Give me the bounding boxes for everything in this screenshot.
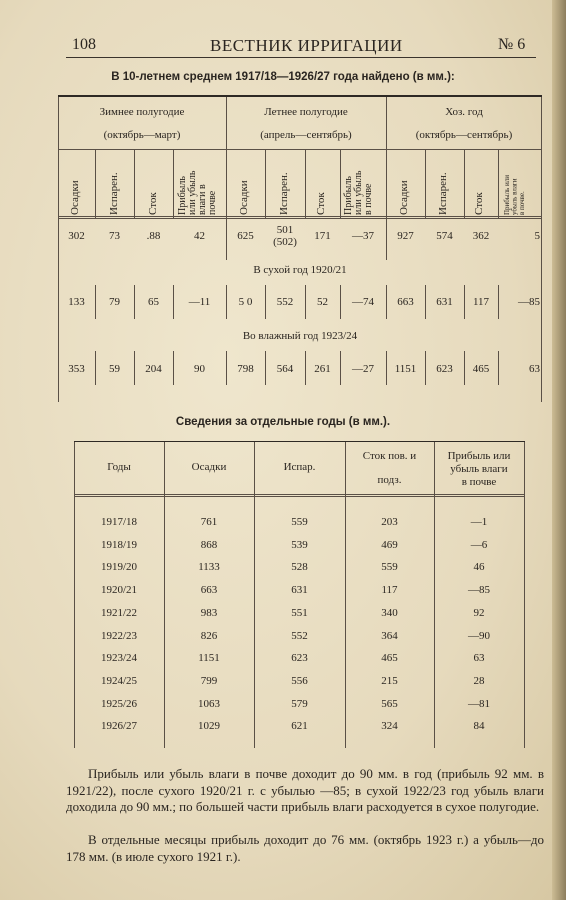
table2-cell: —1 xyxy=(470,516,488,528)
paragraph-1: Прибыль или убыль влаги в почве доходит до 90 мм. в год (прибыль 92 мм. в 1921/22), после сухого 1920/21 г. с убылью —85; в сухой 1922/23 год убыль влаги доходила до 90 мм.; по большей части прибыль влаги расходуется в сухое полугодие. xyxy=(66,766,544,814)
table1-cell: 133 xyxy=(68,296,85,308)
table1-cell: 73 xyxy=(109,230,120,242)
table1-cell: 625 xyxy=(237,230,254,242)
col-header-runoff: Сток xyxy=(473,192,485,215)
yearly-data-table xyxy=(74,441,525,748)
table2-cell: —6 xyxy=(470,538,488,551)
col-header-runoff: Сток xyxy=(147,192,159,215)
table2-cell: 539 xyxy=(291,538,308,551)
table1-cell: 623 xyxy=(436,363,453,375)
col-header-runoff: Сток пов. и подз. xyxy=(362,450,417,486)
table1-cell: 5 0 xyxy=(238,296,253,308)
table2-cell: 551 xyxy=(291,606,308,619)
table2-cell: 117 xyxy=(381,584,398,597)
table1-cell: 42 xyxy=(194,230,205,242)
table1-cell: 1151 xyxy=(394,363,417,375)
table2-cell: 826 xyxy=(200,629,218,642)
section-label-wet-year: Во влажный год 1923/24 xyxy=(242,330,358,342)
table1-cell: 465 xyxy=(472,363,490,375)
page-spine-shadow xyxy=(552,0,566,900)
table1-cell: 353 xyxy=(68,363,85,375)
table2-cell: 565 xyxy=(381,697,398,710)
col-header-gain-loss: Прибыль или убыль влаги в почве. xyxy=(503,175,526,215)
table2-cell: 1920/21 xyxy=(100,584,138,597)
table1-cell: 65 xyxy=(148,296,159,308)
table1-hline xyxy=(58,149,542,150)
group-header-summer: Летнее полугодие (апрель—сентябрь) xyxy=(260,106,352,141)
table2-cell: 556 xyxy=(291,674,308,687)
table1-hline xyxy=(58,216,542,219)
table1-cell: 52 xyxy=(317,296,328,308)
table1-cell: 5 xyxy=(534,230,540,242)
col-header-evap: Испар. xyxy=(283,461,316,473)
table2-cell: 203 xyxy=(381,516,398,528)
table1-cell: 927 xyxy=(397,230,414,242)
table2-cell: 1029 xyxy=(198,720,220,733)
col-header-years: Годы xyxy=(107,461,131,473)
table2-cell: 1919/20 xyxy=(100,561,138,574)
table2-cell: 579 xyxy=(291,697,308,710)
table1-cell: 171 xyxy=(314,230,331,242)
col-header-gain-loss: Прибыль или убыль в почве xyxy=(343,170,374,215)
table1-cell: 261 xyxy=(314,363,331,375)
table2-cell: —85 xyxy=(468,584,490,597)
table1-cell: 631 xyxy=(436,296,453,308)
section-label-dry-year: В сухой год 1920/21 xyxy=(253,264,347,276)
table1-cell: 362 xyxy=(472,230,490,242)
table2-cell: 1923/24 xyxy=(100,652,138,665)
col-header-gain-loss: Прибыль или убыль влаги в почве xyxy=(177,170,218,215)
col-header-runoff: Сток xyxy=(315,192,327,215)
table2-cell: 1924/25 xyxy=(100,674,138,687)
table2-cell: 1063 xyxy=(198,697,220,710)
table2-cell: 1922/23 xyxy=(100,629,138,642)
table1-cell: 59 xyxy=(109,363,120,375)
table2-cell: 621 xyxy=(291,720,308,733)
col-header-precip: Осадки xyxy=(238,180,250,215)
table2-cell: 623 xyxy=(291,652,308,665)
table2-cell: 528 xyxy=(291,561,308,574)
table1-cell: —37 xyxy=(352,230,374,242)
table1-cell: —11 xyxy=(188,296,211,308)
col-header-gain-loss: Прибыль или убыль влаги в почве xyxy=(447,450,511,488)
col-header-precip: Осадки xyxy=(191,461,227,473)
table2-cell: 46 xyxy=(473,561,485,574)
table1-cell: 663 xyxy=(397,296,414,308)
table2-cell: 663 xyxy=(200,584,218,597)
table1-cell: 302 xyxy=(68,230,85,242)
table2-cell: 1151 xyxy=(198,652,220,665)
table2-cell: 552 xyxy=(291,629,308,642)
table2-cell: 868 xyxy=(200,538,218,551)
table1-cell: 501 (502) xyxy=(273,224,297,248)
table2-cell: 761 xyxy=(200,516,218,528)
table2-cell: 631 xyxy=(291,584,308,597)
table2-cell: 469 xyxy=(381,538,398,551)
table2-cell: 364 xyxy=(381,629,398,642)
table2-cell: 465 xyxy=(381,652,398,665)
table2-caption: Сведения за отдельные годы (в мм.). xyxy=(175,416,391,428)
table2-cell: 559 xyxy=(381,561,398,574)
table1-cell: 552 xyxy=(276,296,294,308)
table2-cell: 1918/19 xyxy=(100,538,138,551)
table2-cell: 1925/26 xyxy=(100,697,138,710)
col-header-evap: Испарен. xyxy=(437,172,449,215)
table1-cell: 798 xyxy=(237,363,254,375)
journal-title: ВЕСТНИК ИРРИГАЦИИ xyxy=(210,36,403,55)
table2-cell: 215 xyxy=(381,674,398,687)
table2-cell: 324 xyxy=(381,720,398,733)
table2-cell: 799 xyxy=(200,674,218,687)
table2-cell: 63 xyxy=(473,652,485,665)
ten-year-average-table xyxy=(58,95,542,402)
table1-cell: 564 xyxy=(276,363,294,375)
col-header-precip: Осадки xyxy=(69,180,81,215)
paragraph-2: В отдельные месяцы прибыль доходит до 76 мм. (октябрь 1923 г.) а убыль—до 178 мм. (в июле сухого 1921 г.). xyxy=(66,832,544,864)
table2-cell: —81 xyxy=(468,697,490,710)
table2-cell: 340 xyxy=(381,606,398,619)
table2-cell: 559 xyxy=(291,516,308,528)
table1-cell: 204 xyxy=(145,363,162,375)
group-header-winter: Зимнее полугодие (октябрь—март) xyxy=(99,106,185,141)
table1-cell: 574 xyxy=(436,230,453,242)
table2-cell: 92 xyxy=(473,606,485,619)
col-header-evap: Испарен. xyxy=(108,172,120,215)
table2-cell: 1921/22 xyxy=(100,606,138,619)
table1-cell: 90 xyxy=(194,363,205,375)
table2-cell: 84 xyxy=(473,720,485,733)
table1-cell: 117 xyxy=(472,296,490,308)
header-rule xyxy=(66,57,536,58)
page-number: 108 xyxy=(72,36,96,53)
table2-cell: 1926/27 xyxy=(100,720,138,733)
table2-cell: 983 xyxy=(200,606,218,619)
table1-cell: 63 xyxy=(529,363,540,375)
issue-number: № 6 xyxy=(498,36,526,53)
col-header-evap: Испарен. xyxy=(278,172,290,215)
table1-cell: —74 xyxy=(352,296,374,308)
table2-cell: 1133 xyxy=(198,561,220,574)
table1-cell: .88 xyxy=(146,230,161,242)
table1-caption: В 10-летнем среднем 1917/18—1926/27 года найдено (в мм.): xyxy=(111,71,455,83)
table2-cell: 1917/18 xyxy=(100,516,138,528)
col-header-precip: Осадки xyxy=(398,180,410,215)
table2-cell: —90 xyxy=(468,629,490,642)
group-header-year: Хоз. год (октябрь—сентябрь) xyxy=(415,106,513,141)
table1-cell: —85 xyxy=(518,296,540,308)
table2-cell: 28 xyxy=(473,674,485,687)
table1-cell: —27 xyxy=(352,363,374,375)
table1-cell: 79 xyxy=(109,296,120,308)
